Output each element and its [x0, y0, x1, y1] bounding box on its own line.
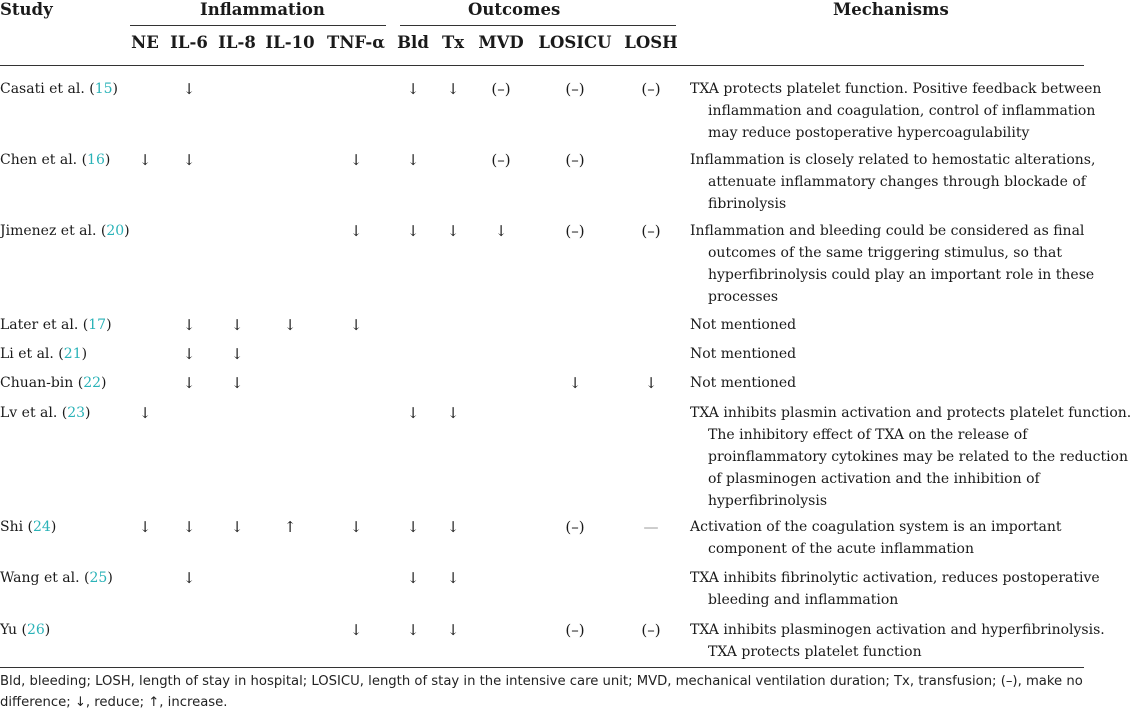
cell-losicu: (–): [565, 518, 585, 536]
cell-ne: ↓: [138, 518, 152, 536]
cell-il8: ↓: [230, 374, 244, 392]
study-name: Chuan-bin (: [0, 375, 84, 391]
reference-close: ): [50, 519, 57, 535]
cell-bld: ↓: [406, 621, 420, 639]
mechanism-line: proinflammatory cytokines may be related to the reduction: [708, 449, 1128, 465]
study-cell: [0, 372, 107, 394]
subheader-il10: IL-10: [265, 33, 315, 52]
cell-losicu: (–): [565, 151, 585, 169]
study-cell: [0, 402, 91, 424]
mechanism-line: Not mentioned: [690, 346, 797, 362]
subheader-bld: Bld: [397, 33, 429, 52]
study-cell: [0, 149, 110, 171]
cell-bld: ↓: [406, 222, 420, 240]
mechanism-cell: [690, 402, 1131, 512]
mechanism-line: The inhibitory effect of TXA on the release of: [708, 427, 1028, 443]
cell-bld: ↓: [406, 80, 420, 98]
mechanism-line: Not mentioned: [690, 375, 797, 391]
cell-losh: (–): [641, 621, 661, 639]
mechanism-line: Not mentioned: [690, 317, 797, 333]
study-cell: [0, 78, 118, 100]
cell-il6: ↓: [182, 345, 196, 363]
mechanism-cell: [690, 567, 1100, 611]
mechanism-line: attenuate inflammatory changes through blockade of: [708, 174, 1086, 190]
study-name: Lv et al. (: [0, 405, 68, 421]
cell-losh: (–): [641, 80, 661, 98]
study-name: Wang et al. (: [0, 570, 90, 586]
cell-tnfa: ↓: [349, 621, 363, 639]
mechanism-line: Inflammation and bleeding could be considered as final: [690, 223, 1085, 239]
cell-losicu: ↓: [568, 374, 582, 392]
cell-tx: ↓: [446, 80, 460, 98]
mechanism-cell: [690, 516, 1084, 560]
bottom-rule: [0, 667, 1084, 668]
header-outcomes: Outcomes: [468, 0, 561, 19]
cell-il8: ↓: [230, 518, 244, 536]
reference-link[interactable]: 26: [26, 622, 45, 638]
mechanism-line: TXA inhibits plasminogen activation and hyperfibrinolysis.: [690, 622, 1105, 638]
study-name: Chen et al. (: [0, 152, 88, 168]
cell-bld: ↓: [406, 404, 420, 422]
cell-mvd: (–): [491, 80, 511, 98]
footnote-line-1: Bld, bleeding; LOSH, length of stay in hospital; LOSICU, length of stay in the intensive care unit; MVD, mechanical ventilation duration; Tx, transfusion; (–), make no: [0, 674, 1083, 689]
mechanism-line: Activation of the coagulation system is an important: [690, 519, 1062, 535]
reference-link[interactable]: 21: [63, 346, 82, 362]
cell-il8: ↓: [230, 316, 244, 334]
cell-il6: ↓: [182, 80, 196, 98]
subheader-tnfa: TNF-α: [327, 33, 385, 52]
reference-link[interactable]: 15: [94, 81, 113, 97]
cell-il10: ↓: [283, 316, 297, 334]
subheader-losicu: LOSICU: [538, 33, 612, 52]
mechanism-line: hyperfibrinolysis could play an important role in these: [708, 267, 1095, 283]
mechanism-line: TXA inhibits plasmin activation and protects platelet function.: [690, 405, 1131, 421]
mechanism-cell: [690, 314, 1084, 336]
reference-close: ): [104, 152, 111, 168]
header-mechanisms: Mechanisms: [833, 0, 949, 19]
cell-il6: ↓: [182, 518, 196, 536]
inflammation-underline: [130, 25, 386, 26]
subheader-il8: IL-8: [218, 33, 256, 52]
cell-tnfa: ↓: [349, 518, 363, 536]
cell-losh: ↓: [644, 374, 658, 392]
cell-losicu: (–): [565, 222, 585, 240]
cell-il10: ↑: [283, 518, 297, 536]
cell-losicu: (–): [565, 621, 585, 639]
mechanism-line: bleeding and inflammation: [708, 592, 899, 608]
cell-losh: —: [643, 518, 659, 536]
reference-close: ): [44, 622, 51, 638]
mechanism-cell: [690, 372, 1084, 394]
mechanism-line: Inflammation is closely related to hemostatic alterations,: [690, 152, 1096, 168]
study-cell: [0, 343, 87, 365]
reference-close: ): [112, 81, 118, 97]
mechanism-line: hyperfibrinolysis: [708, 493, 828, 509]
cell-ne: ↓: [138, 151, 152, 169]
subheader-mvd: MVD: [478, 33, 524, 52]
cell-mvd: (–): [491, 151, 511, 169]
mechanism-line: of plasminogen activation and the inhibition of: [708, 471, 1040, 487]
cell-tx: ↓: [446, 569, 460, 587]
subheader-losh: LOSH: [624, 33, 678, 52]
mechanism-line: TXA protects platelet function: [708, 644, 922, 660]
reference-link[interactable]: 20: [106, 223, 125, 239]
mechanism-line: may reduce postoperative hypercoagulability: [708, 125, 1030, 141]
mechanism-line: outcomes of the same triggering stimulus, so that: [708, 245, 1062, 261]
reference-link[interactable]: 22: [83, 375, 102, 391]
header-study: Study: [0, 0, 53, 19]
cell-tnfa: ↓: [349, 151, 363, 169]
study-cell: [0, 314, 112, 336]
mechanism-line: fibrinolysis: [708, 196, 787, 212]
mechanism-cell: [690, 78, 1102, 144]
cell-ne: ↓: [138, 404, 152, 422]
reference-link[interactable]: 23: [67, 405, 86, 421]
mechanism-cell: [690, 220, 1095, 308]
reference-close: ): [106, 317, 112, 333]
study-cell: [0, 619, 50, 641]
cell-losh: (–): [641, 222, 661, 240]
footnote-line-2: difference; ↓, reduce; ↑, increase.: [0, 695, 228, 710]
cell-il6: ↓: [182, 151, 196, 169]
study-name: Yu (: [0, 622, 27, 638]
cell-bld: ↓: [406, 151, 420, 169]
study-name: Later et al. (: [0, 317, 89, 333]
cell-tnfa: ↓: [349, 222, 363, 240]
header-rule: [0, 65, 1084, 66]
mechanism-cell: [690, 343, 1084, 365]
reference-close: ): [85, 405, 91, 421]
mechanism-cell: [690, 149, 1096, 215]
cell-il6: ↓: [182, 316, 196, 334]
study-cell: [0, 516, 56, 538]
cell-il6: ↓: [182, 374, 196, 392]
study-cell: [0, 567, 113, 589]
outcomes-underline: [400, 25, 676, 26]
subheader-tx: Tx: [441, 33, 465, 52]
reference-link[interactable]: 17: [88, 317, 107, 333]
reference-close: ): [107, 570, 113, 586]
mechanism-line: processes: [708, 289, 779, 305]
cell-bld: ↓: [406, 518, 420, 536]
study-name: Casati et al. (: [0, 81, 95, 97]
cell-tnfa: ↓: [349, 316, 363, 334]
mechanism-line: TXA protects platelet function. Positive feedback between: [690, 81, 1102, 97]
subheader-ne: NE: [131, 33, 159, 52]
study-name: Li et al. (: [0, 346, 64, 362]
study-cell: [0, 220, 130, 242]
reference-link[interactable]: 16: [87, 152, 105, 168]
cell-tx: ↓: [446, 222, 460, 240]
cell-tx: ↓: [446, 404, 460, 422]
reference-close: ): [101, 375, 107, 391]
reference-link[interactable]: 25: [89, 570, 108, 586]
header-inflammation: Inflammation: [200, 0, 325, 19]
subheader-il6: IL-6: [170, 33, 208, 52]
cell-mvd: ↓: [494, 222, 508, 240]
cell-losicu: (–): [565, 80, 585, 98]
mechanism-cell: [690, 619, 1105, 663]
mechanism-line: TXA inhibits fibrinolytic activation, reduces postoperative: [690, 570, 1100, 586]
reference-close: ): [81, 346, 88, 362]
cell-bld: ↓: [406, 569, 420, 587]
study-name: Shi (: [0, 519, 33, 535]
study-name: Jimenez et al. (: [0, 223, 107, 239]
reference-link[interactable]: 24: [33, 519, 51, 535]
footnote: [0, 671, 1084, 713]
reference-close: ): [124, 223, 130, 239]
cell-il6: ↓: [182, 569, 196, 587]
mechanism-line: component of the acute inflammation: [708, 541, 974, 557]
mechanism-line: inflammation and coagulation, control of inflammation: [708, 103, 1096, 119]
cell-il8: ↓: [230, 345, 244, 363]
cell-tx: ↓: [446, 621, 460, 639]
cell-tx: ↓: [446, 518, 460, 536]
